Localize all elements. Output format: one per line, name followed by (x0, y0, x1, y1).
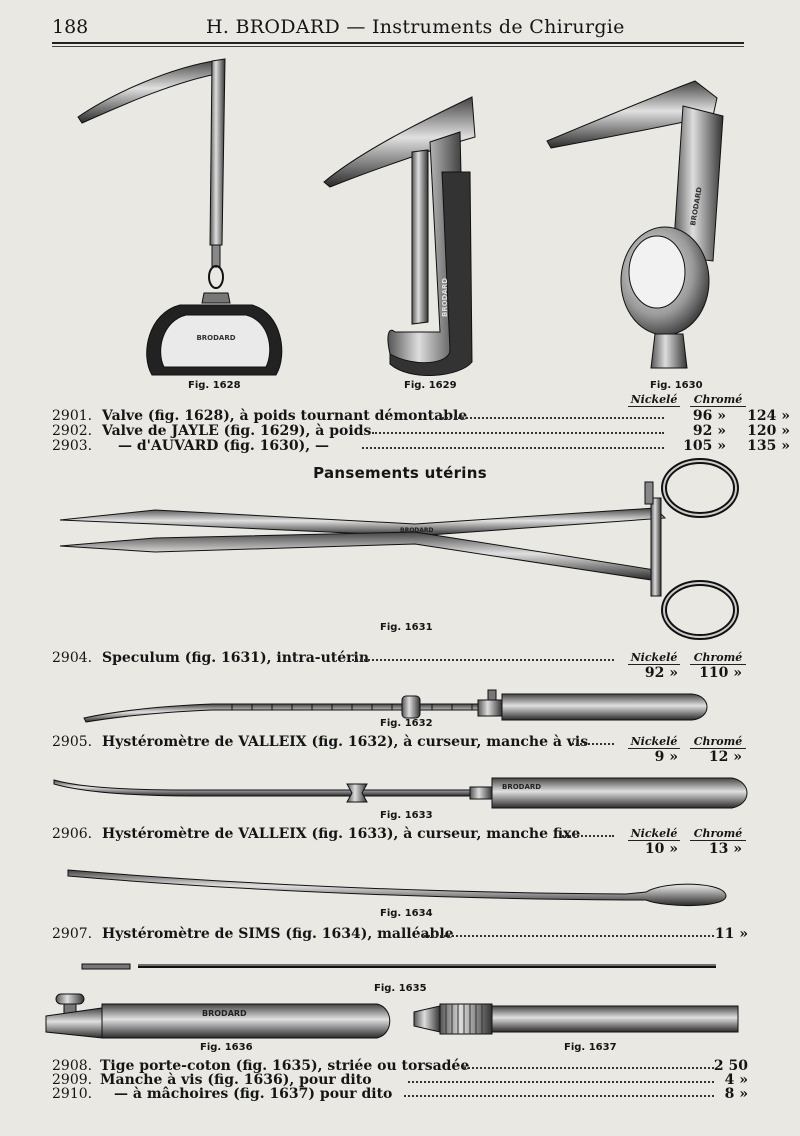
item-description: Speculum (fig. 1631), intra-utérin (102, 650, 370, 666)
price-nickel: 9 » (654, 749, 678, 765)
caption-fig-1632: Fig. 1632 (380, 718, 433, 729)
column-chrome: Chromé (690, 393, 746, 407)
item-description: Hystéromètre de VALLEIX (fig. 1633), à curseur, manche fixe (102, 826, 581, 842)
item-row-2901 (52, 408, 790, 424)
item-number: 2902. (52, 423, 93, 439)
price-nickel: 10 » (644, 841, 678, 857)
item-description: Tige porte-coton (fig. 1635), striée ou torsadée (100, 1058, 470, 1074)
price-chrome: 135 » (747, 438, 790, 454)
item-description: Hystéromètre de VALLEIX (fig. 1632), à curseur, manche à vis (102, 734, 589, 750)
caption-fig-1635: Fig. 1635 (374, 983, 427, 994)
item-description: — d'AUVARD (fig. 1630), — (118, 438, 329, 454)
caption-fig-1637: Fig. 1637 (564, 1042, 617, 1053)
item-row-2906-prices (52, 841, 742, 857)
figure-1629-valve-jayle (320, 92, 490, 382)
leader-dots (572, 734, 614, 745)
item-description: Hystéromètre de SIMS (fig. 1634), malléable (102, 926, 454, 942)
caption-fig-1630: Fig. 1630 (650, 380, 703, 391)
item-description: Valve (fig. 1628), à poids tournant démontable (102, 408, 468, 424)
item-number: 2904. (52, 650, 93, 666)
item-number: 2910. (52, 1086, 93, 1102)
leader-dots (408, 1072, 714, 1083)
price-nickel: 105 » (683, 438, 726, 454)
leader-dots (442, 408, 664, 419)
item-row-2903 (52, 438, 790, 454)
page-number: 188 (52, 16, 89, 38)
leader-dots (352, 650, 614, 661)
caption-fig-1633: Fig. 1633 (380, 810, 433, 821)
column-nickel: Nickelé (628, 827, 680, 841)
item-number: 2905. (52, 734, 93, 750)
engraving-brodard: BRODARD (400, 527, 434, 534)
price-nickel: 92 » (644, 665, 678, 681)
column-nickel: Nickelé (628, 393, 680, 407)
item-number: 2909. (52, 1072, 93, 1088)
leader-dots (464, 1058, 714, 1069)
page-title: H. BRODARD — Instruments de Chirurgie (206, 16, 625, 38)
caption-fig-1636: Fig. 1636 (200, 1042, 253, 1053)
item-number: 2903. (52, 438, 93, 454)
price: 2 50 (713, 1058, 748, 1074)
price: 4 » (724, 1072, 748, 1088)
item-row-2910 (52, 1086, 748, 1102)
price-nickel: 92 » (692, 423, 726, 439)
figure-1631-speculum-forceps (55, 458, 745, 648)
item-description: — à mâchoires (fig. 1637) pour dito (114, 1086, 393, 1102)
column-chrome: Chromé (690, 735, 746, 749)
column-nickel: Nickelé (628, 735, 680, 749)
leader-dots (424, 926, 714, 937)
item-description: Valve de JAYLE (fig. 1629), à poids (102, 423, 372, 439)
item-row-2904-prices (52, 665, 742, 681)
item-row-2907 (52, 926, 748, 942)
leader-dots (372, 423, 664, 434)
caption-fig-1628: Fig. 1628 (188, 380, 241, 391)
engraving-brodard: BRODARD (202, 1009, 247, 1018)
item-number: 2908. (52, 1058, 93, 1074)
leader-dots (562, 826, 614, 837)
figure-1633-hysterometer (52, 774, 748, 814)
caption-fig-1629: Fig. 1629 (404, 380, 457, 391)
engraving-brodard: BRODARD (502, 783, 542, 791)
price-chrome: 13 » (708, 841, 742, 857)
section-title: Pansements utérins (313, 464, 487, 482)
engraving-brodard: BRODARD (441, 277, 449, 317)
price-chrome: 120 » (747, 423, 790, 439)
item-number: 2906. (52, 826, 93, 842)
figure-1635-rod (80, 960, 720, 974)
item-row-2902 (52, 423, 790, 439)
item-row-2905 (52, 734, 742, 750)
price: 8 » (724, 1086, 748, 1102)
price: 11 » (714, 926, 748, 942)
item-description: Manche à vis (fig. 1636), pour dito (100, 1072, 372, 1088)
column-chrome: Chromé (690, 827, 746, 841)
leader-dots (362, 438, 664, 449)
figure-1630-valve-auvard (545, 76, 735, 381)
figure-1636-screw-handle (42, 992, 394, 1042)
column-nickel: Nickelé (628, 651, 680, 665)
header-rule (52, 42, 744, 47)
engraving-brodard: BRODARD (196, 334, 236, 342)
item-row-2904 (52, 650, 742, 666)
figure-1634-hysterometer-sims (66, 866, 728, 910)
price-chrome: 124 » (747, 408, 790, 424)
item-number: 2907. (52, 926, 93, 942)
engraving-brodard: BRODARD (689, 186, 704, 227)
caption-fig-1631: Fig. 1631 (380, 622, 433, 633)
price-chrome: 12 » (708, 749, 742, 765)
item-number: 2901. (52, 408, 93, 424)
item-row-2905-prices (52, 749, 742, 765)
figure-1637-jaw-handle (412, 998, 742, 1038)
column-chrome: Chromé (690, 651, 746, 665)
price-chrome: 110 » (699, 665, 742, 681)
price-nickel: 96 » (692, 408, 726, 424)
caption-fig-1634: Fig. 1634 (380, 908, 433, 919)
item-row-2906 (52, 826, 742, 842)
figure-1628-valve (70, 55, 290, 385)
leader-dots (404, 1086, 714, 1097)
